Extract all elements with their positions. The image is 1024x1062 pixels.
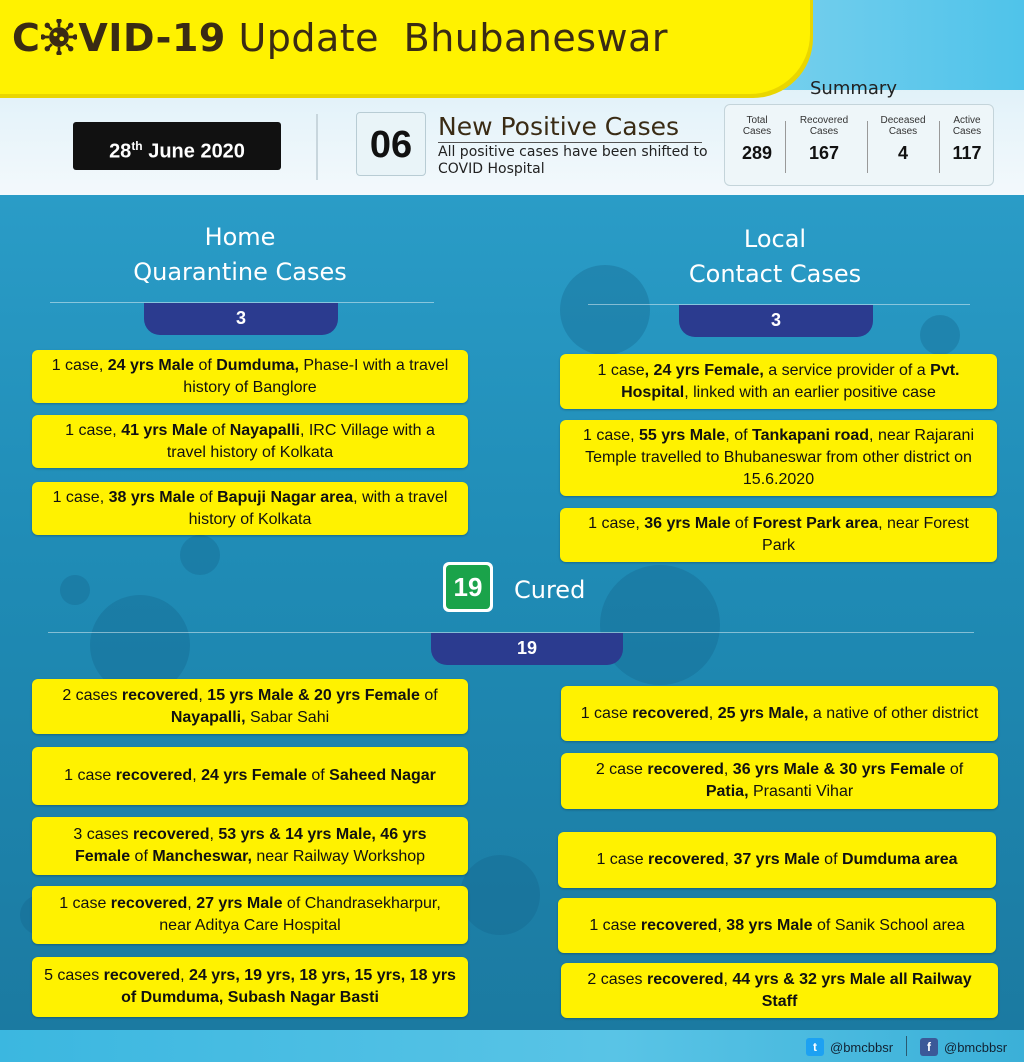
summary-deceased-label: Deceased Cases bbox=[880, 115, 926, 137]
home-count-tab: 3 bbox=[144, 303, 338, 335]
facebook-icon: f bbox=[920, 1038, 938, 1056]
cured-case-card bbox=[558, 832, 996, 888]
local-title-line2: Contact Cases bbox=[688, 260, 862, 288]
summary-separator bbox=[939, 121, 940, 173]
summary-separator bbox=[785, 121, 786, 173]
card-text: 1 case, 36 yrs Male of Forest Park area, near Forest Park bbox=[588, 515, 969, 554]
card-text: 1 case recovered, 27 yrs Male of Chandrasekharpur, near Aditya Care Hospital bbox=[59, 895, 441, 934]
cured-count-badge bbox=[443, 562, 493, 612]
card-text: 1 case recovered, 25 yrs Male, a native of other district bbox=[580, 704, 979, 722]
card-text: 1 case, 55 yrs Male, of Tankapani road, near Rajarani Temple travelled to Bhubaneswar from other district on 15.6.2020 bbox=[582, 427, 974, 488]
virus-decoration bbox=[600, 565, 720, 685]
summary-label: Summary bbox=[810, 78, 897, 99]
new-cases-title: New Positive Cases bbox=[438, 112, 680, 141]
date-day: 28 bbox=[109, 140, 132, 163]
title-band bbox=[0, 0, 810, 94]
local-case-card bbox=[560, 354, 997, 409]
cured-case-card bbox=[32, 886, 468, 944]
summary-recovered bbox=[789, 115, 859, 179]
summary-box bbox=[724, 104, 994, 186]
card-text: 1 case recovered, 37 yrs Male of Dumduma area bbox=[596, 851, 958, 868]
card-text: 1 case, 38 yrs Male of Bapuji Nagar area, with a travel history of Kolkata bbox=[52, 488, 448, 528]
card-text: 5 cases recovered, 24 yrs, 19 yrs, 18 yrs, 15 yrs, 18 yrs of Dumduma, Subash Nagar Basti bbox=[44, 967, 456, 1006]
home-title-line2: Quarantine Cases bbox=[133, 258, 347, 286]
title-covid: VID-19 bbox=[78, 16, 226, 60]
new-cases-count: 06 bbox=[356, 112, 426, 176]
cured-count: 19 bbox=[446, 565, 490, 609]
cured-case-card bbox=[561, 963, 998, 1018]
card-text: 1 case, 24 yrs Female, a service provider of a Pvt. Hospital, linked with an earlier positive case bbox=[597, 361, 960, 401]
card-text: 1 case recovered, 38 yrs Male of Sanik School area bbox=[589, 916, 965, 934]
cured-case-card bbox=[32, 957, 468, 1017]
date-suffix: th bbox=[131, 139, 143, 153]
cured-case-card bbox=[32, 747, 468, 805]
new-cases-underline bbox=[438, 142, 702, 143]
card-text: 2 cases recovered, 44 yrs & 32 yrs Male all Railway Staff bbox=[587, 970, 972, 1010]
summary-active bbox=[943, 115, 991, 179]
local-count-tab: 3 bbox=[679, 305, 873, 337]
summary-recovered-label: Recovered Cases bbox=[799, 115, 849, 137]
facebook-label: @bmcbbsr bbox=[944, 1039, 1008, 1055]
home-case-card bbox=[32, 415, 468, 468]
virus-decoration bbox=[180, 535, 220, 575]
twitter-handle[interactable] bbox=[806, 1038, 893, 1056]
card-text: 1 case, 41 yrs Male of Nayapalli, IRC Village with a travel history of Kolkata bbox=[65, 421, 435, 461]
home-title-line1: Home bbox=[204, 223, 276, 251]
cured-count-tab: 19 bbox=[431, 633, 623, 665]
virus-decoration bbox=[920, 315, 960, 355]
virus-decoration bbox=[460, 855, 540, 935]
twitter-icon: t bbox=[806, 1038, 824, 1056]
local-case-card bbox=[560, 508, 997, 562]
virus-decoration bbox=[60, 575, 90, 605]
header-divider bbox=[316, 114, 318, 180]
cured-case-card bbox=[561, 753, 998, 809]
date-badge bbox=[73, 122, 281, 170]
local-contact-title bbox=[625, 222, 925, 292]
home-case-card bbox=[32, 350, 468, 403]
local-title-line1: Local bbox=[743, 225, 807, 253]
summary-total bbox=[731, 115, 783, 179]
card-text: 2 cases recovered, 15 yrs Male & 20 yrs Female of Nayapalli, Sabar Sahi bbox=[62, 686, 438, 726]
summary-active-value: 117 bbox=[952, 143, 982, 163]
summary-total-value: 289 bbox=[741, 143, 773, 163]
summary-recovered-value: 167 bbox=[808, 143, 840, 163]
twitter-label: @bmcbbsr bbox=[830, 1039, 894, 1055]
virus-icon bbox=[41, 19, 77, 55]
title-city: Bhubaneswar bbox=[403, 16, 669, 60]
home-case-card bbox=[32, 482, 468, 535]
local-case-card bbox=[560, 420, 997, 496]
cured-case-card bbox=[558, 898, 996, 953]
cured-case-card bbox=[32, 817, 468, 875]
cured-label: Cured bbox=[514, 576, 586, 604]
card-text: 2 case recovered, 36 yrs Male & 30 yrs Female of Patia, Prasanti Vihar bbox=[595, 761, 964, 800]
header bbox=[0, 0, 1024, 200]
footer-divider bbox=[906, 1036, 907, 1056]
page-title bbox=[12, 16, 668, 60]
facebook-handle[interactable] bbox=[920, 1038, 1007, 1056]
card-text: 1 case, 24 yrs Male of Dumduma, Phase-I with a travel history of Banglore bbox=[51, 356, 449, 396]
home-quarantine-title bbox=[90, 220, 390, 290]
title-update: Update bbox=[238, 16, 380, 60]
footer bbox=[0, 1030, 1024, 1062]
summary-deceased bbox=[873, 115, 933, 179]
new-cases-note: All positive cases have been shifted to COVID Hospital bbox=[438, 144, 708, 177]
cured-case-card bbox=[32, 679, 468, 734]
date-rest: June 2020 bbox=[148, 140, 245, 163]
summary-deceased-value: 4 bbox=[897, 143, 908, 163]
summary-active-label: Active Cases bbox=[952, 115, 982, 137]
cured-case-card bbox=[561, 686, 998, 741]
summary-separator bbox=[867, 121, 868, 173]
summary-total-label: Total Cases bbox=[742, 115, 772, 137]
card-text: 1 case recovered, 24 yrs Female of Saheed Nagar bbox=[64, 767, 436, 784]
title-c: C bbox=[12, 16, 41, 60]
card-text: 3 cases recovered, 53 yrs & 14 yrs Male, 46 yrs Female of Mancheswar, near Railway Workshop bbox=[73, 826, 427, 865]
